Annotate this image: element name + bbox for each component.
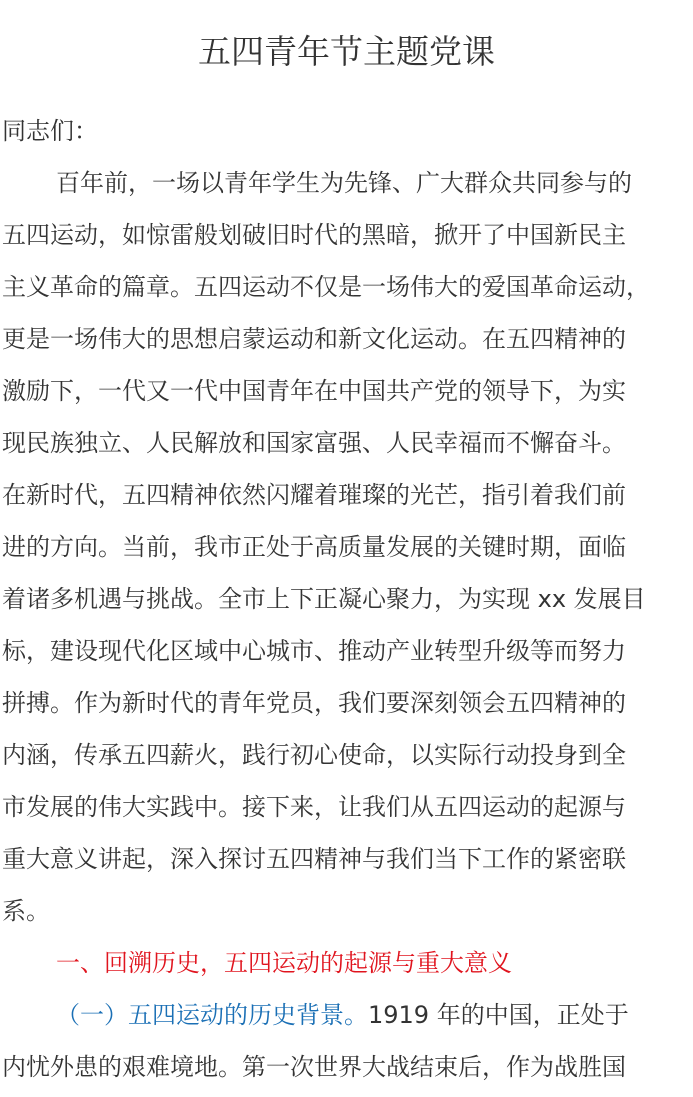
paragraph-line: 内忧外患的艰难境地。第一次世界大战结束后，作为战胜国 <box>2 1053 626 1081</box>
greeting-line: 同志们： <box>2 117 98 145</box>
paragraph-line: 着诸多机遇与挑战。全市上下正凝心聚力，为实现 xx 发展目 <box>2 585 646 613</box>
paragraph-line: 内涵，传承五四薪火，践行初心使命，以实际行动投身到全 <box>2 741 626 769</box>
paragraph-line: 百年前，一场以青年学生为先锋、广大群众共同参与的 <box>56 169 632 197</box>
paragraph-line: 市发展的伟大实践中。接下来，让我们从五四运动的起源与 <box>2 793 626 821</box>
paragraph-line: 现民族独立、人民解放和国家富强、人民幸福而不懈奋斗。 <box>2 429 626 457</box>
document-title: 五四青年节主题党课 <box>198 32 495 71</box>
paragraph-line: 进的方向。当前，我市正处于高质量发展的关键时期，面临 <box>2 533 626 561</box>
paragraph-line: 更是一场伟大的思想启蒙运动和新文化运动。在五四精神的 <box>2 325 626 353</box>
paragraph-line: 激励下，一代又一代中国青年在中国共产党的领导下，为实 <box>2 377 626 405</box>
section-heading: 一、回溯历史，五四运动的起源与重大意义 <box>56 949 512 977</box>
subsection-line <box>56 997 629 1033</box>
subsection-text: 1919 年的中国，正处于 <box>368 1001 629 1029</box>
paragraph-line: 标，建设现代化区域中心城市、推动产业转型升级等而努力 <box>2 637 626 665</box>
paragraph-line: 拼搏。作为新时代的青年党员，我们要深刻领会五四精神的 <box>2 689 626 717</box>
subsection-heading: （一）五四运动的历史背景。 <box>56 1001 368 1029</box>
paragraph-line: 五四运动，如惊雷般划破旧时代的黑暗，掀开了中国新民主 <box>2 221 626 249</box>
paragraph-line: 主义革命的篇章。五四运动不仅是一场伟大的爱国革命运动， <box>2 273 650 301</box>
paragraph-line: 在新时代，五四精神依然闪耀着璀璨的光芒，指引着我们前 <box>2 481 626 509</box>
paragraph-line: 重大意义讲起，深入探讨五四精神与我们当下工作的紧密联 <box>2 845 626 873</box>
paragraph-line: 系。 <box>2 897 50 925</box>
